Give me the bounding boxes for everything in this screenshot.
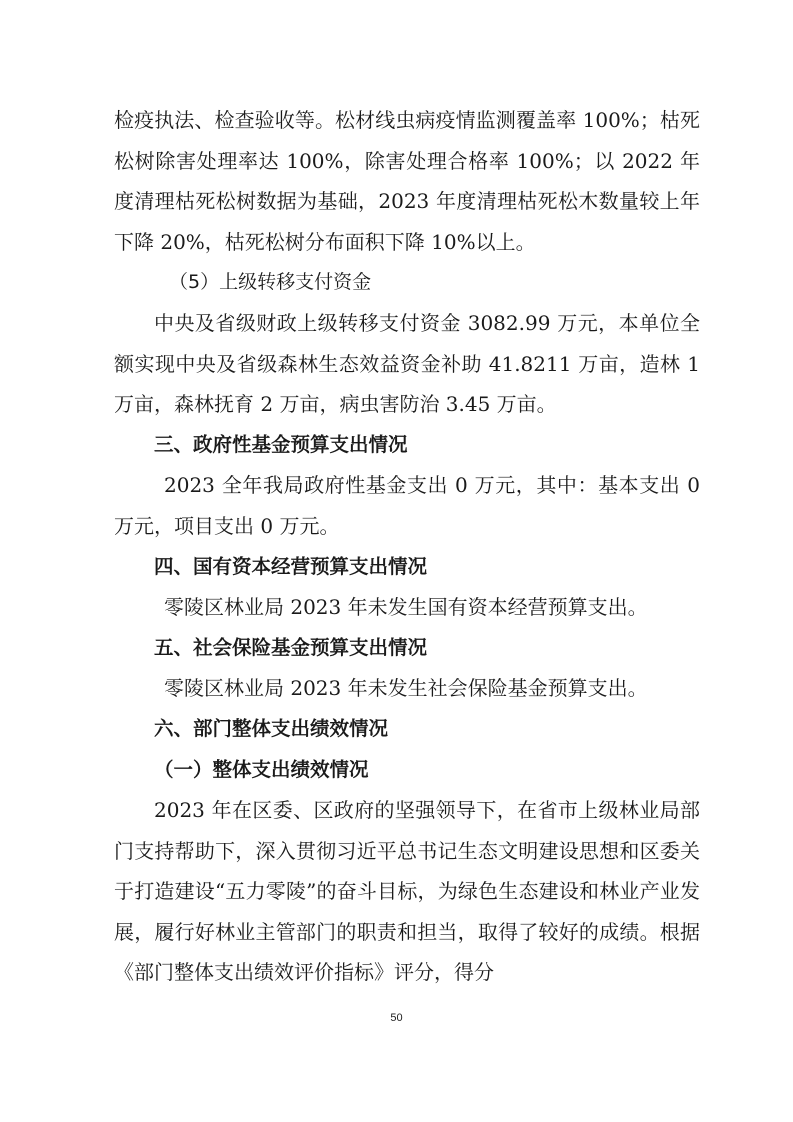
subsection-heading-6-1: （一）整体支出绩效情况 (154, 757, 369, 781)
paragraph-gov-fund: 2023 全年我局政府性基金支出 0 万元，其中：基本支出 0 万元，项目支出 0 万元。 (114, 473, 700, 538)
section-heading-5: 五、社会保险基金预算支出情况 (154, 635, 428, 659)
section-heading-4: 四、国有资本经营预算支出情况 (154, 554, 428, 578)
paragraph-social-insurance: 零陵区林业局 2023 年未发生社会保险基金预算支出。 (164, 676, 648, 701)
document-body (114, 100, 700, 993)
page-number: 50 (390, 1012, 403, 1024)
paragraph-quarantine: 检疫执法、检查验收等。松材线虫病疫情监测覆盖率 100%；枯死松树除害处理率达 100%，除害处理合格率 100%；以 2022 年度清理枯死松树数据为基础，2023 年度清理枯死松木数量较上年下降 20%，枯死松树分布面积下降 10%以上。 (114, 108, 700, 254)
paragraph-performance: 2023 年在区委、区政府的坚强领导下，在省市上级林业局部门支持帮助下，深入贯彻习近平总书记生态文明建设思想和区委关于打造建设“五力零陵”的奋斗目标，为绿色生态建设和林业产业发展，履行好林业主管部门的职责和担当，取得了较好的成绩。根据《部门整体支出绩效评价指标》评分，得分 (114, 798, 700, 985)
subheading-transfer-payment: （5）上级转移支付资金 (169, 271, 372, 294)
paragraph-state-capital: 零陵区林业局 2023 年未发生国有资本经营预算支出。 (164, 595, 648, 620)
paragraph-transfer-payment: 中央及省级财政上级转移支付资金 3082.99 万元，本单位全额实现中央及省级森林生态效益资金补助 41.8211 万亩，造林 1 万亩，森林抚育 2 万亩，病虫害防治 3.45 万亩。 (114, 310, 700, 417)
section-heading-6: 六、部门整体支出绩效情况 (154, 716, 389, 740)
section-heading-3: 三、政府性基金预算支出情况 (154, 432, 408, 456)
